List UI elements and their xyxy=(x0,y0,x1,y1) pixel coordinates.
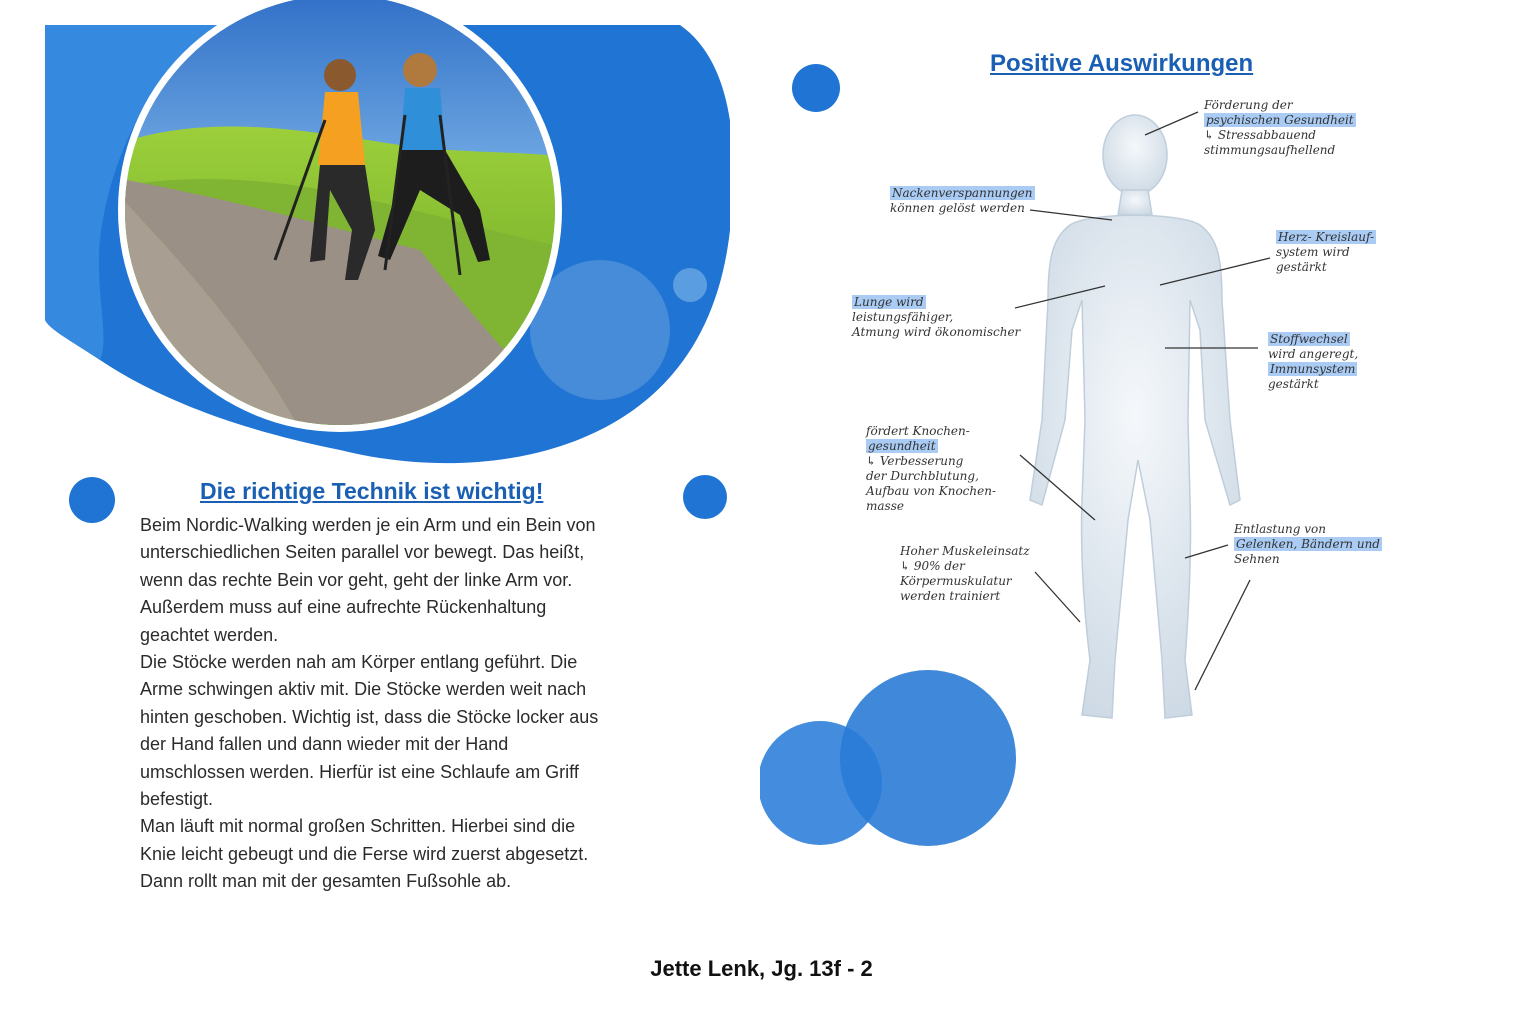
body-line: Beim Nordic-Walking werden je ein Arm und ein Bein von xyxy=(140,515,596,535)
body-line: hinten geschoben. Wichtig ist, dass die Stöcke locker aus xyxy=(140,706,599,727)
body-line: umschlossen werden. Hierfür ist eine Schlaufe am Griff xyxy=(140,761,579,782)
decor-dot-left xyxy=(69,477,115,523)
decor-circle xyxy=(530,260,670,400)
note-line: ↳ 90% der xyxy=(900,559,965,573)
decor-dot xyxy=(673,268,707,302)
right-page xyxy=(760,0,1500,950)
decor-dot xyxy=(792,64,840,112)
note-line: ↳ Stressabbauend xyxy=(1204,128,1316,142)
note-line: stimmungsaufhellend xyxy=(1204,143,1336,157)
note-joints xyxy=(1234,522,1382,567)
note-heart xyxy=(1276,230,1376,275)
body-line: unterschiedlichen Seiten parallel vor bewegt. Das heißt, xyxy=(140,542,585,563)
technique-body xyxy=(140,512,700,896)
note-mental-health xyxy=(1204,98,1356,158)
note-line: gestärkt xyxy=(1268,377,1319,391)
note-neck xyxy=(890,186,1035,216)
note-line: Förderung der xyxy=(1204,98,1293,112)
note-lung xyxy=(852,295,1020,340)
note-line: Entlastung von xyxy=(1234,522,1326,536)
technique-heading: Die richtige Technik ist wichtig! xyxy=(200,478,544,504)
body-line: der Hand fallen und dann wieder mit der Hand xyxy=(140,734,509,755)
note-bones xyxy=(866,424,996,514)
author-caption: Jette Lenk, Jg. 13f - 2 xyxy=(650,956,873,981)
note-line: leistungsfähiger, xyxy=(852,310,954,324)
effects-heading: Positive Auswirkungen xyxy=(990,50,1254,77)
note-line: system wird xyxy=(1276,245,1350,259)
decor-circle xyxy=(840,670,1016,846)
note-line: Nackenverspannungen xyxy=(892,186,1033,200)
body-line: Die Stöcke werden nah am Körper entlang geführt. Die xyxy=(140,652,578,673)
body-line: wenn das rechte Bein vor geht, geht der linke Arm vor. xyxy=(140,569,573,590)
note-line: gesundheit xyxy=(868,439,936,453)
note-metabolism xyxy=(1268,332,1358,392)
note-line: gestärkt xyxy=(1276,260,1327,274)
left-page xyxy=(40,0,730,950)
note-line: werden trainiert xyxy=(900,589,1001,603)
note-line: ↳ Verbesserung xyxy=(866,454,964,468)
note-line: Aufbau von Knochen- xyxy=(866,484,997,498)
note-line: Atmung wird ökonomischer xyxy=(852,325,1021,339)
note-line: wird angeregt, xyxy=(1268,347,1359,361)
body-line: Arme schwingen aktiv mit. Die Stöcke werden weit nach xyxy=(140,679,587,700)
note-line: Körpermuskulatur xyxy=(900,574,1012,588)
note-line: fördert Knochen- xyxy=(866,424,970,438)
note-line: Stoffwechsel xyxy=(1270,332,1348,346)
body-line: befestigt. xyxy=(140,789,214,810)
note-line: Lunge wird xyxy=(854,295,924,309)
note-muscles xyxy=(900,544,1030,604)
body-line: geachtet werden. xyxy=(140,624,279,645)
body-line: Man läuft mit normal großen Schritten. Hierbei sind die xyxy=(140,816,576,837)
human-silhouette xyxy=(1030,115,1240,718)
body-line: Knie leicht gebeugt und die Ferse wird zuerst abgesetzt. xyxy=(140,843,589,864)
note-line: Gelenken, Bändern und xyxy=(1236,537,1380,551)
note-line: Hoher Muskeleinsatz xyxy=(900,544,1030,558)
note-line: masse xyxy=(866,499,904,513)
note-line: Immunsystem xyxy=(1270,362,1356,376)
body-line: Außerdem muss auf eine aufrechte Rückenhaltung xyxy=(140,597,547,618)
note-line: der Durchblutung, xyxy=(866,469,979,483)
note-line: Herz- Kreislauf- xyxy=(1278,230,1375,244)
note-line: psychischen Gesundheit xyxy=(1206,113,1354,127)
body-line: Dann rollt man mit der gesamten Fußsohle ab. xyxy=(140,871,512,892)
note-line: können gelöst werden xyxy=(890,201,1025,215)
note-line: Sehnen xyxy=(1234,552,1280,566)
